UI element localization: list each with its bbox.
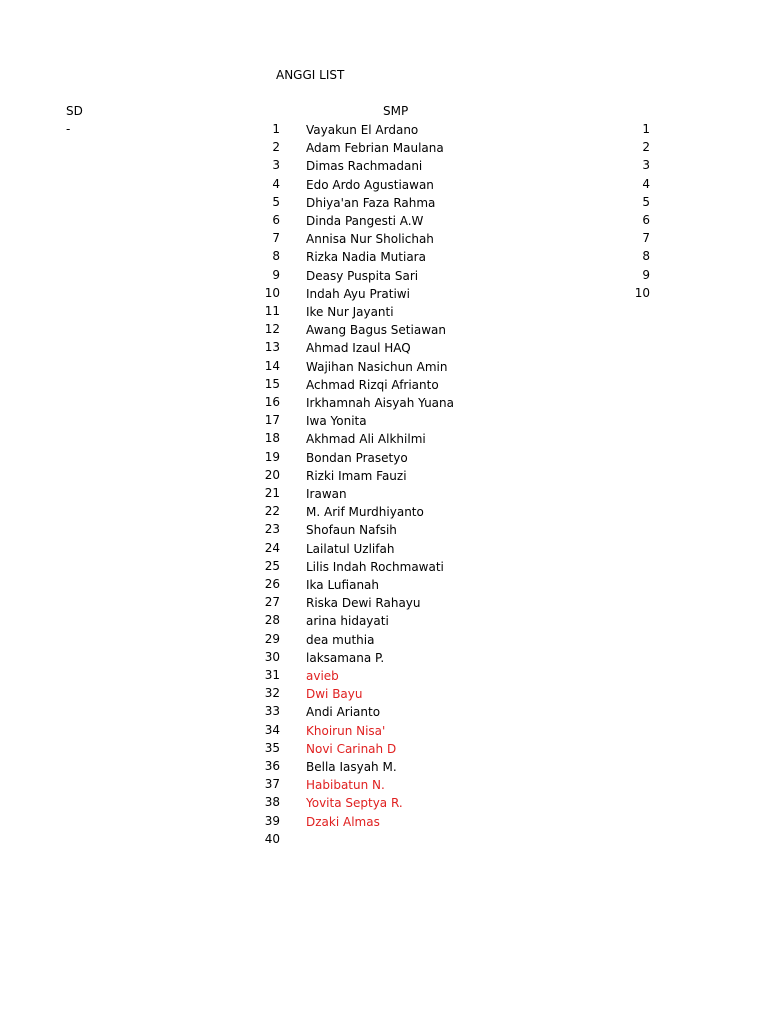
smp-number: 10	[634, 285, 650, 300]
row-number: 34	[264, 722, 280, 737]
list-item-name: Dinda Pangesti A.W	[306, 214, 424, 228]
row-number: 32	[264, 686, 280, 701]
row-number: 7	[272, 231, 280, 246]
row-number: 13	[264, 340, 280, 355]
row-number: 28	[264, 613, 280, 628]
list-item-name: Shofaun Nafsih	[306, 523, 397, 538]
sd-column-header: SD	[66, 104, 83, 118]
row-number: 19	[264, 449, 280, 464]
row-number: 30	[264, 649, 280, 664]
row-number: 18	[264, 431, 280, 446]
smp-number: 5	[642, 194, 650, 209]
smp-number: 3	[642, 158, 650, 173]
row-number: 15	[264, 376, 280, 391]
row-number: 3	[272, 158, 280, 173]
row-number: 8	[272, 249, 280, 264]
list-item-name: M. Arif Murdhiyanto	[306, 505, 424, 520]
row-number: 36	[264, 759, 280, 773]
row-number: 2	[272, 140, 280, 155]
list-item-name: Ika Lufianah	[306, 578, 380, 592]
row-number: 1	[272, 122, 280, 136]
row-number: 4	[272, 176, 280, 191]
page-title: ANGGI LIST	[276, 68, 345, 82]
list-item-name: Dimas Rachmadani	[306, 159, 423, 174]
list-item-name: Ahmad Izaul HAQ	[306, 341, 411, 356]
list-item-name: Rizka Nadia Mutiara	[306, 250, 426, 265]
row-number: 10	[264, 285, 280, 300]
list-item-name: Annisa Nur Sholichah	[306, 232, 434, 247]
smp-number: 1	[642, 122, 650, 136]
list-item-name: Dhiya'an Faza Rahma	[306, 195, 436, 210]
list-item-name: Ike Nur Jayanti	[306, 305, 394, 319]
list-item-name: Dwi Bayu	[306, 687, 363, 702]
smp-number: 2	[642, 140, 650, 155]
list-item-name: avieb	[306, 669, 339, 683]
smp-number: 9	[642, 267, 650, 282]
list-item-name: Adam Febrian Maulana	[306, 141, 444, 156]
row-number: 6	[272, 213, 280, 227]
row-number: 14	[264, 358, 280, 373]
row-number: 22	[264, 504, 280, 519]
row-number: 24	[264, 540, 280, 555]
list-item-name: Bella Iasyah M.	[306, 760, 397, 774]
row-number: 9	[272, 267, 280, 282]
list-item-name: Awang Bagus Setiawan	[306, 323, 446, 338]
smp-number: 7	[642, 231, 650, 246]
list-item-name: Akhmad Ali Alkhilmi	[306, 432, 426, 447]
row-number: 29	[264, 631, 280, 646]
list-item-name: Khoirun Nisa'	[306, 723, 386, 738]
row-number: 23	[264, 522, 280, 537]
row-number: 25	[264, 558, 280, 573]
row-number: 20	[264, 467, 280, 482]
list-item-name: Habibatun N.	[306, 778, 385, 793]
sd-value: -	[66, 122, 71, 136]
list-item-name: Deasy Puspita Sari	[306, 268, 419, 283]
row-number: 21	[264, 486, 280, 500]
row-number: 31	[264, 668, 280, 682]
row-number: 16	[264, 395, 280, 409]
row-number: 39	[264, 813, 280, 828]
row-number: 26	[264, 577, 280, 591]
list-item-name: Lailatul Uzlifah	[306, 541, 395, 556]
list-item-name: Lilis Indah Rochmawati	[306, 559, 444, 574]
row-number: 5	[272, 194, 280, 209]
list-item-name: Yovita Septya R.	[306, 796, 403, 811]
list-item-name: Rizki Imam Fauzi	[306, 468, 407, 483]
smp-column-header: SMP	[383, 104, 409, 118]
smp-number: 4	[642, 176, 650, 191]
list-item-name: Bondan Prasetyo	[306, 450, 408, 465]
list-item-name: laksamana P.	[306, 650, 385, 665]
row-number: 37	[264, 777, 280, 792]
list-item-name: Indah Ayu Pratiwi	[306, 286, 410, 301]
list-item-name: Wajihan Nasichun Amin	[306, 359, 448, 374]
list-item-name: Riska Dewi Rahayu	[306, 596, 421, 611]
list-item-name: Irkhamnah Aisyah Yuana	[306, 396, 454, 410]
smp-number: 6	[642, 213, 650, 227]
list-item-name: Novi Carinah D	[306, 741, 397, 756]
list-item-name: Edo Ardo Agustiawan	[306, 177, 434, 192]
list-item-name: Achmad Rizqi Afrianto	[306, 377, 439, 392]
list-item-name: dea muthia	[306, 632, 375, 647]
row-number: 11	[264, 304, 280, 318]
row-number: 40	[264, 831, 280, 846]
row-number: 33	[264, 704, 280, 719]
list-item-name: Irawan	[306, 487, 347, 501]
list-item-name: Dzaki Almas	[306, 814, 380, 829]
smp-number: 8	[642, 249, 650, 264]
row-number: 38	[264, 795, 280, 810]
row-number: 27	[264, 595, 280, 610]
row-number: 35	[264, 740, 280, 755]
row-number: 17	[264, 413, 280, 428]
list-item-name: Vayakun El Ardano	[306, 123, 419, 137]
list-item-name: Iwa Yonita	[306, 414, 367, 429]
row-number: 12	[264, 322, 280, 337]
list-item-name: Andi Arianto	[306, 705, 381, 720]
list-item-name: arina hidayati	[306, 614, 389, 629]
